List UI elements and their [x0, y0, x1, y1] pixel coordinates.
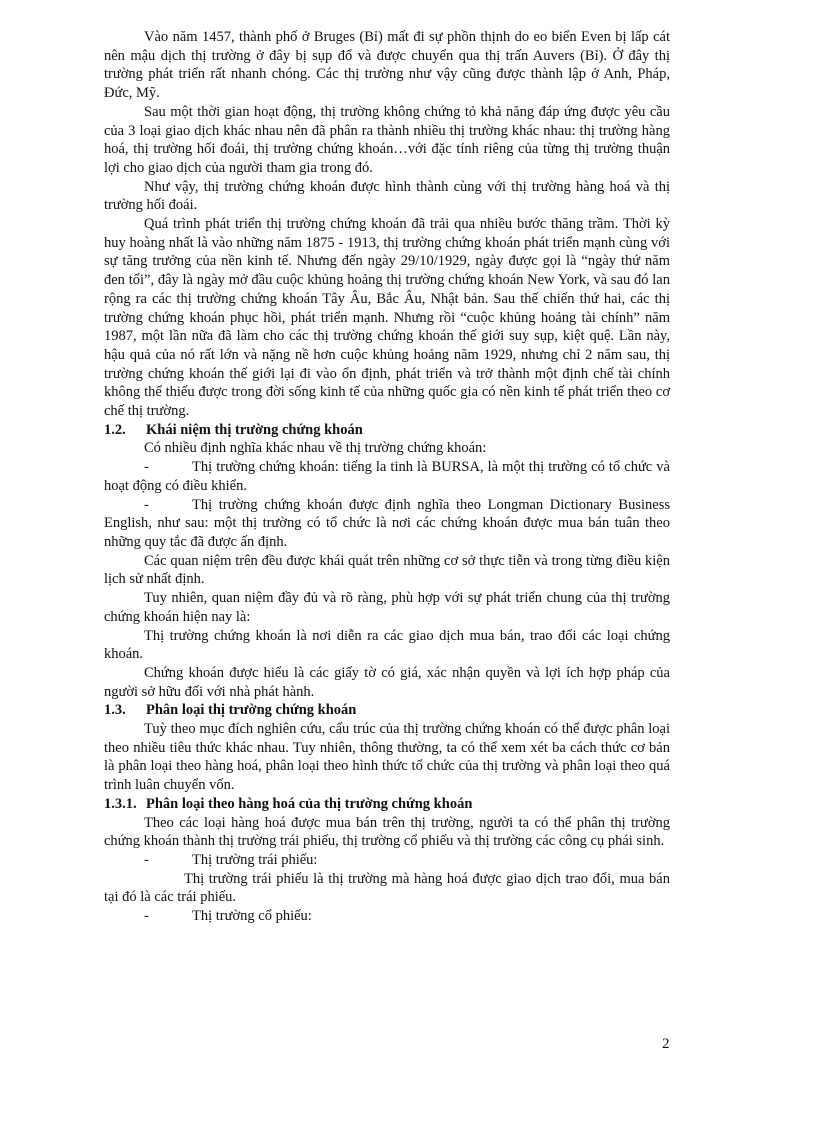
section-number: 1.3.1. — [104, 795, 137, 812]
paragraph-definitions-lead: Có nhiều định nghĩa khác nhau về thị trường chứng khoán: — [144, 440, 487, 457]
list-item — [104, 496, 670, 552]
paragraph-formation: Như vậy, thị trường chứng khoán được hình thành cùng với thị trường hàng hoá và thị trường hối đoái. — [104, 178, 670, 214]
section-number: 1.2. — [104, 421, 126, 438]
bullet-dash: - — [144, 496, 149, 513]
paragraph-bond-market: Thị trường trái phiếu là thị trường mà hàng hoá được giao dịch trao đổi, mua bán tại đó là các trái phiếu. — [104, 870, 670, 906]
section-heading-1-2 — [104, 421, 670, 440]
paragraph-bruges: Vào năm 1457, thành phố ở Bruges (Bỉ) mất đi sự phồn thịnh do eo biển Even bị lấp cát nên mậu dịch thị trường ở đây bị sụp đổ và được chuyển qua thị trấn Auvers (Bỉ). Ở đây thị trường phát triển rất nhanh chóng. Các thị trường như vậy cũng được thành lập ở Anh, Pháp, Đức, Mỹ. — [104, 29, 670, 102]
list-item — [104, 851, 670, 870]
bullet-dash: - — [144, 459, 149, 476]
list-item-text: Thị trường chứng khoán: tiếng la tinh là BURSA, là một thị trường có tổ chức và hoạt động có điều khiển. — [104, 459, 670, 494]
paragraph: Thị trường chứng khoán là nơi diễn ra các giao dịch mua bán, trao đổi các loại chứng khoán. — [104, 627, 670, 663]
paragraph: Tuy nhiên, quan niệm đầy đủ và rõ ràng, phù hợp với sự phát triển chung của thị trường chứng khoán hiện nay là: — [104, 590, 670, 625]
section-heading-1-3-1 — [104, 795, 670, 814]
section-title: Phân loại thị trường chứng khoán — [146, 702, 357, 719]
list-item — [104, 458, 670, 495]
paragraph-history: Quá trình phát triển thị trường chứng khoán đã trải qua nhiều bước thăng trầm. Thời kỳ huy hoàng nhất là vào những năm 1875 - 1913, thị trường chứng khoán phát triển mạnh cùng với sự tăng trưởng của nền kinh tế. Nhưng đến ngày 29/10/1929, ngày được gọi là “ngày thứ năm đen tối”, đây là ngày mở đầu cuộc khủng hoảng thị trường chứng khoán New York, và sau đó lan rộng ra các thị trường chứng khoán Tây Âu, Bắc Âu, Nhật bản. Sau thế chiến thứ hai, các thị trường chứng khoán phục hồi, phát triển mạnh. Nhưng rồi “cuộc khủng hoảng tài chính” năm 1987, một lần nữa đã làm cho các thị trường chứng khoán thế giới suy sụp, kiệt quệ. Lần này, hậu quả của nó rất lớn và nặng nề hơn cuộc khủng hoảng năm 1929, nhưng chỉ 2 năm sau, thị trường chứng khoán thế giới lại đi vào ổn định, phát triển và trở thành một định chế tài chính không thể thiếu được trong đời sống kinh tế của những quốc gia có nền kinh tế phát triển theo cơ chế thị trường. — [104, 216, 670, 420]
section-title: Khái niệm thị trường chứng khoán — [146, 421, 363, 438]
paragraph-market-split: Sau một thời gian hoạt động, thị trường không chứng tỏ khả năng đáp ứng được yêu cầu của 3 loại giao dịch khác nhau nên đã phân ra thành nhiều thị trường khác nhau: thị trường hàng hoá, thị trường hối đoái, thị trường chứng khoán…với đặc tính riêng của từng thị trường thuận lợi cho giao dịch của người tham gia trong đó. — [104, 103, 670, 176]
list-item-text: Thị trường cổ phiếu: — [192, 908, 312, 925]
section-number: 1.3. — [104, 702, 126, 719]
list-item-text: Thị trường trái phiếu: — [192, 851, 318, 868]
list-item-text: Thị trường chứng khoán được định nghĩa theo Longman Dictionary Business English, như sau: một thị trường có tổ chức là nơi các chứng khoán được mua bán tuân theo những quy tắc đã được ấn định. — [104, 496, 670, 550]
list-item — [104, 907, 670, 926]
document-page — [104, 28, 670, 926]
page-number: 2 — [662, 1036, 670, 1052]
paragraph: Tuỳ theo mục đích nghiên cứu, cấu trúc của thị trường chứng khoán có thể được phân loại theo nhiều tiêu thức khác nhau. Tuy nhiên, thông thường, ta có thể xem xét ba cách thức cơ bản là phân loại theo hàng hoá, phân loại theo hình thức tổ chức của thị trường và phân loại theo quá trình luân chuyển vốn. — [104, 721, 670, 794]
paragraph: Chứng khoán được hiểu là các giấy tờ có giá, xác nhận quyền và lợi ích hợp pháp của người sở hữu đối với nhà phát hành. — [104, 664, 670, 700]
paragraph: Các quan niệm trên đều được khái quát trên những cơ sở thực tiễn và trong từng điều kiện lịch sử nhất định. — [104, 552, 670, 588]
paragraph: Theo các loại hàng hoá được mua bán trên thị trường, người ta có thể phân thị trường chứng khoán thành thị trường trái phiếu, thị trường cổ phiếu và thị trường các công cụ phái sinh. — [104, 814, 670, 850]
section-title: Phân loại theo hàng hoá của thị trường chứng khoán — [146, 795, 473, 812]
bullet-dash: - — [144, 908, 149, 925]
section-heading-1-3 — [104, 701, 670, 720]
bullet-dash: - — [144, 851, 149, 868]
